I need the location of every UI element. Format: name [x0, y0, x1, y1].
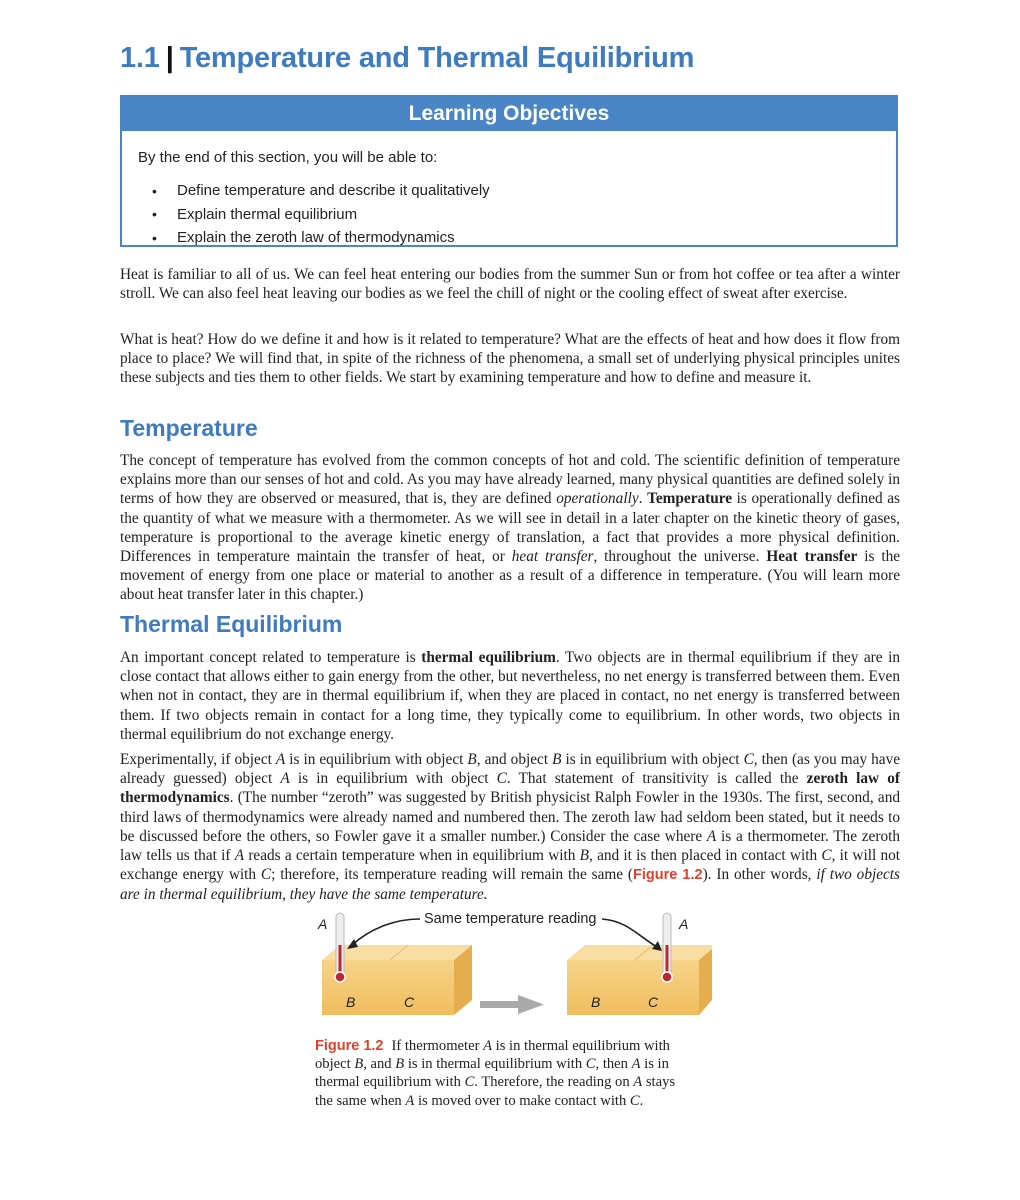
temperature-paragraph: The concept of temperature has evolved from the common concepts of hot and cold. The scientific definition of temperature explains more than our senses of hot and cold. As you may have already learned, many physical quantities are defined solely in terms of how they are observed or measured, that is, they are defined operationally. Temperature is operationally defined as the quantity of what we measure with a thermometer. As we will see in detail in a later chapter on the kinetic theory of gases, temperature is proportional to the average kinetic energy of translation, a fact that provides a more physical definition. Differences in temperature maintain the transfer of heat, or heat transfer, throughout the universe. Heat transfer is the movement of energy from one place or material to another as a result of a difference in temperature. (You will learn more about heat transfer later in this chapter.): [120, 452, 901, 604]
term-thermal-equilibrium: thermal equilibrium: [421, 649, 556, 666]
label-c: C: [404, 994, 415, 1010]
learning-objectives-heading: Learning Objectives: [122, 97, 896, 131]
heading-temperature: Temperature: [120, 415, 258, 441]
bullet-icon: •: [152, 206, 157, 223]
figure-1-2-link[interactable]: Figure 1.2: [633, 867, 703, 884]
intro-paragraph: What is heat? How do we define it and how is it related to temperature? What are the effects of heat and how does it flow from place to place? We will find that, in spite of the richness of the phenomena, a small set of underlying physical principles unites these subjects and ties them to other fields. We start by examining temperature and how to define and measure it.: [120, 331, 900, 387]
objective-item: [152, 203, 490, 227]
bullet-icon: •: [152, 229, 157, 246]
label-a: A: [318, 916, 328, 932]
term-temperature: Temperature: [647, 490, 733, 508]
learning-objectives-box: [120, 95, 898, 247]
label-a: A: [679, 916, 689, 932]
figure-label: Figure 1.2: [315, 1038, 384, 1054]
transfer-arrow-icon: [480, 995, 544, 1014]
callout-label: Same temperature reading: [424, 911, 597, 927]
section-number: 1.1: [120, 42, 160, 74]
objective-text: Define temperature and describe it qualitatively: [177, 182, 490, 200]
thermometer-icon: [662, 913, 672, 982]
bullet-icon: •: [152, 182, 157, 199]
zeroth-law-paragraph: Experimentally, if object A is in equilibrium with object B, and object B is in equilibrium with object C, then (as you may have already guessed) object A is in equilibrium with object C. That statement of transitivity is called the zeroth law of thermodynamics. (The number “zeroth” was suggested by British physicist Ralph Fowler in the 1930s. The first, second, and third laws of thermodynamics were already named and numbered then. The zeroth law had seldom been stated, but it needs to be discussed before the others, so Fowler gave it a smaller number.) Consider the case where A is a thermometer. The zeroth law tells us that if A reads a certain temperature when in equilibrium with B, and it is then placed in contact with C, it will not exchange energy with C; therefore, its temperature reading will remain the same (Figure 1.2). In other words, if two objects are in thermal equilibrium, they have the same temperature.: [120, 751, 901, 904]
label-b: B: [346, 994, 356, 1010]
term-heat-transfer: Heat transfer: [766, 548, 858, 566]
objective-item: [152, 179, 490, 203]
equilibrium-paragraph: An important concept related to temperature is thermal equilibrium. Two objects are in thermal equilibrium if they are in close contact that allows either to gain energy from the other, but nevertheless, no net energy is transferred between them. Even when not in contact, they are in thermal equilibrium if, when they are placed in contact, no net energy is transferred between them. If two objects remain in contact for a long time, they typically come to equilibrium. In other words, two objects in thermal equilibrium do not exchange energy.: [120, 649, 900, 743]
objective-text: Explain thermal equilibrium: [177, 205, 358, 223]
thermometer-icon: [335, 913, 345, 982]
block-bc-right: [567, 945, 712, 1015]
objective-text: Explain the zeroth law of thermodynamics: [177, 229, 455, 247]
label-c: C: [648, 994, 659, 1010]
learning-objectives-list: [152, 179, 490, 250]
title-separator: |: [165, 42, 174, 74]
section-title-text: Temperature and Thermal Equilibrium: [179, 42, 695, 74]
heading-thermal-equilibrium: Thermal Equilibrium: [120, 611, 343, 637]
figure-1-2-caption: Figure 1.2 If thermometer A is in thermal equilibrium with object B, and B is in thermal equilibrium with C, then A is in thermal equilibrium with C. Therefore, the reading on A stays the same when A is moved over to make contact with C.: [315, 1038, 676, 1109]
intro-paragraph: Heat is familiar to all of us. We can feel heat entering our bodies from the summer Sun or from hot coffee or tea after a winter stroll. We can also feel heat leaving our bodies as we feel the chill of night or the cooling effect of sweat after exercise.: [120, 266, 900, 303]
term-zeroth-law: zeroth law of thermodynamics: [120, 770, 900, 807]
objective-item: [152, 226, 490, 250]
learning-objectives-intro: By the end of this section, you will be able to:: [138, 149, 438, 166]
callout-arrow-left: [352, 919, 420, 945]
figure-1-2-illustration: [312, 905, 712, 1030]
section-title: [120, 42, 694, 75]
callout-arrow-right: [602, 919, 657, 947]
label-b: B: [591, 994, 601, 1010]
